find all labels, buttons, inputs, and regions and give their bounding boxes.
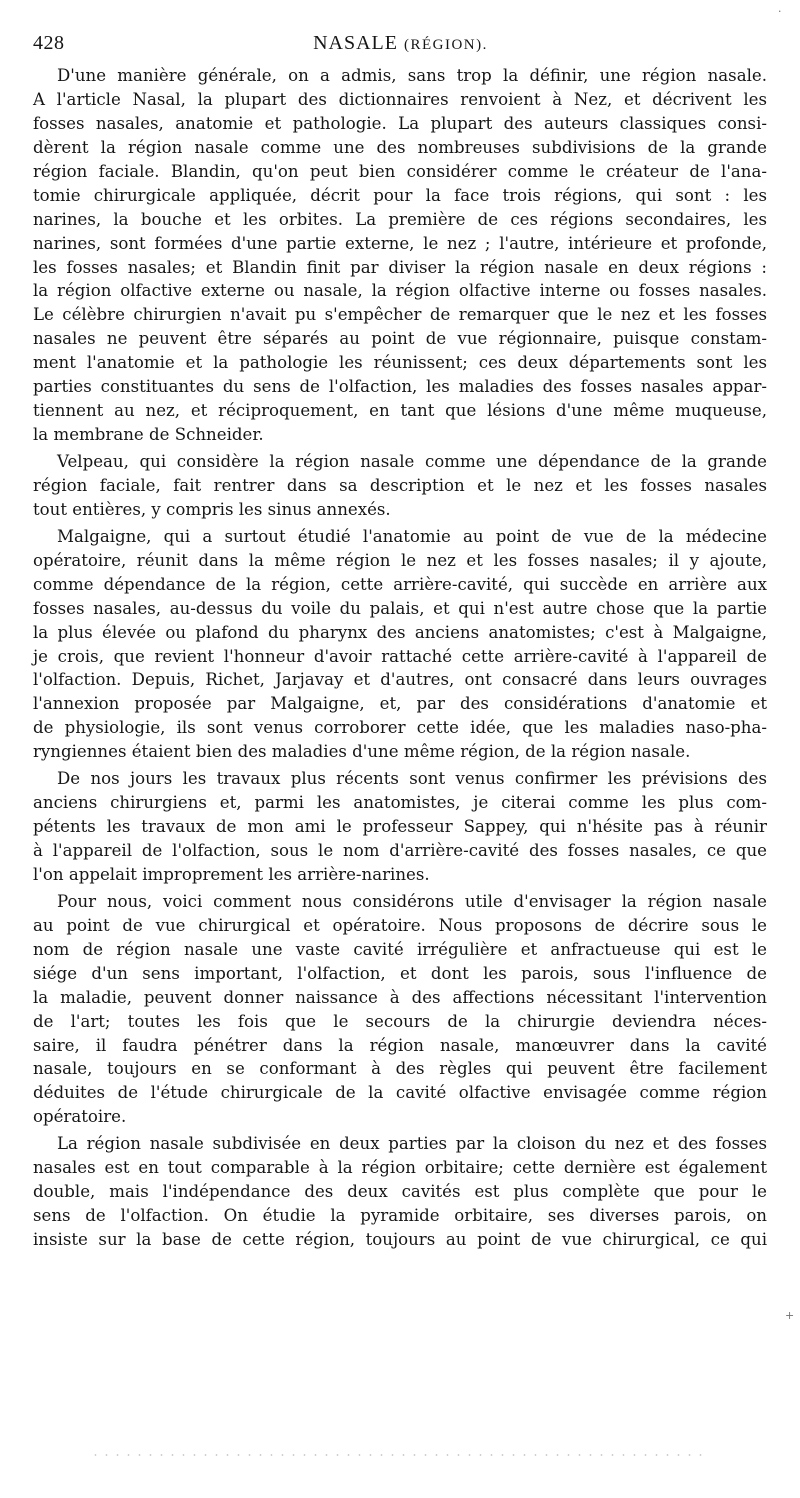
text-line: de l'art; toutes les fois que le secours de la chirurgie deviendra néces- [33,1011,767,1031]
text-line: au point de vue chirurgical et opératoire. Nous proposons de décrire sous le [33,915,767,935]
text-line: région faciale, fait rentrer dans sa description et le nez et les fosses nasales [33,475,767,495]
text-line: l'on appelait improprement les arrière-narines. [33,864,430,884]
text-line: parties constituantes du sens de l'olfaction, les maladies des fosses nasales appar- [33,377,767,397]
text-line: tiennent au nez, et réciproquement, en tant que lésions d'une même muqueuse, [33,401,767,421]
page-number: 428 [33,32,65,54]
paragraph [33,64,767,447]
body-text [33,64,767,1252]
text-line: l'annexion proposée par Malgaigne, et, par des considérations d'anatomie et [33,694,767,714]
text-line: La région nasale subdivisée en deux parties par la cloison du nez et des fosses [57,1134,767,1154]
text-line: de physiologie, ils sont venus corroborer cette idée, que les maladies naso-pha- [33,718,767,738]
text-line: comme dépendance de la région, cette arrière-cavité, qui succède en arrière aux [33,574,767,594]
text-line: nasales ne peuvent être séparés au point de vue régionnaire, puisque constam- [33,329,767,349]
text-line: fosses nasales, au-dessus du voile du palais, et qui n'est autre chose que la partie [33,598,767,618]
text-line: l'olfaction. Depuis, Richet, Jarjavay et d'autres, ont consacré dans leurs ouvrages [33,670,767,690]
text-line: Le célèbre chirurgien n'avait pu s'empêcher de remarquer que le nez et les fosses [33,305,767,325]
text-line: Malgaigne, qui a surtout étudié l'anatomie au point de vue de la médecine [57,526,767,546]
text-line: double, mais l'indépendance des deux cavités est plus complète que pour le [33,1182,767,1202]
paragraph [33,450,767,522]
text-line: narines, la bouche et les orbites. La première de ces régions secondaires, les [33,209,767,229]
margin-mark-top: · [778,5,782,18]
text-line: A l'article Nasal, la plupart des dictionnaires renvoient à Nez, et décrivent les [33,89,767,109]
text-line: nasale, toujours en se conformant à des règles qui peuvent être facilement [33,1059,767,1079]
text-line: nom de région nasale une vaste cavité irrégulière et anfractueuse qui est le [33,939,767,959]
text-line: région faciale. Blandin, qu'on peut bien considérer comme le créateur de l'ana- [33,161,767,181]
text-line: la région olfactive externe ou nasale, la région olfactive interne ou fosses nasales. [33,281,767,301]
text-line: insiste sur la base de cette région, toujours au point de vue chirurgical, ce qui [33,1230,767,1249]
text-line: tout entières, y compris les sinus annexés. [33,499,391,519]
paragraph [33,890,767,1129]
paragraph [33,1132,767,1252]
text-line: déduites de l'étude chirurgicale de la cavité olfactive envisagée comme région [33,1083,767,1103]
text-line: la maladie, peuvent donner naissance à des affections nécessitant l'intervention [33,987,767,1007]
text-line: à l'appareil de l'olfaction, sous le nom d'arrière-cavité des fosses nasales, ce que [33,841,767,860]
paragraph [33,767,767,887]
text-line: Velpeau, qui considère la région nasale comme une dépendance de la grande [57,452,767,471]
text-line: sens de l'olfaction. On étudie la pyramide orbitaire, ses diverses parois, on [33,1206,767,1226]
running-head-title: NASALE [313,32,398,54]
text-line: ment l'anatomie et la pathologie les réunissent; ces deux départements sont les [33,353,767,373]
text-line: dèrent la région nasale comme une des nombreuses subdivisions de la grande [33,137,767,157]
text-line: la plus élevée ou plafond du pharynx des anciens anatomistes; c'est à Malgaigne, [33,622,767,642]
text-line: narines, sont formées d'une partie externe, le nez ; l'autre, intérieure et profonde, [33,233,767,253]
text-line: les fosses nasales; et Blandin finit par diviser la région nasale en deux régions : [33,257,767,277]
text-line: De nos jours les travaux plus récents sont venus confirmer les prévisions des [57,769,767,789]
running-head-subtitle: (RÉGION). [403,37,488,53]
text-line: saire, il faudra pénétrer dans la région nasale, manœuvrer dans la cavité [33,1035,767,1055]
text-line: opératoire, réunit dans la même région le nez et les fosses nasales; il y ajoute, [33,550,767,570]
running-head [33,30,768,58]
text-line: D'une manière générale, on a admis, sans trop la définir, une région nasale. [57,66,767,85]
text-line: anciens chirurgiens et, parmi les anatomistes, je citerai comme les plus com- [33,793,767,813]
margin-mark-right: + [785,1309,795,1322]
text-line: nasales est en tout comparable à la région orbitaire; cette dernière est également [33,1158,767,1178]
text-line: pétents les travaux de mon ami le professeur Sappey, qui n'hésite pas à réunir [33,817,767,837]
text-line: la membrane de Schneider. [33,425,264,445]
paragraph [33,525,767,764]
text-line: fosses nasales, anatomie et pathologie. La plupart des auteurs classiques consi- [33,113,767,133]
page-header [33,30,768,56]
text-line: je crois, que revient l'honneur d'avoir rattaché cette arrière-cavité à l'appareil de [33,646,767,666]
text-line: siége d'un sens important, l'olfaction, et dont les parois, sous l'influence de [33,963,767,983]
text-line: Pour nous, voici comment nous considérons utile d'envisager la région nasale [57,891,767,911]
text-line: ryngiennes étaient bien des maladies d'une même région, de la région nasale. [33,742,691,762]
bottom-scan-artifact [90,1452,710,1458]
text-line: tomie chirurgicale appliquée, décrit pour la face trois régions, qui sont : les [33,185,767,205]
text-line: opératoire. [33,1107,127,1127]
